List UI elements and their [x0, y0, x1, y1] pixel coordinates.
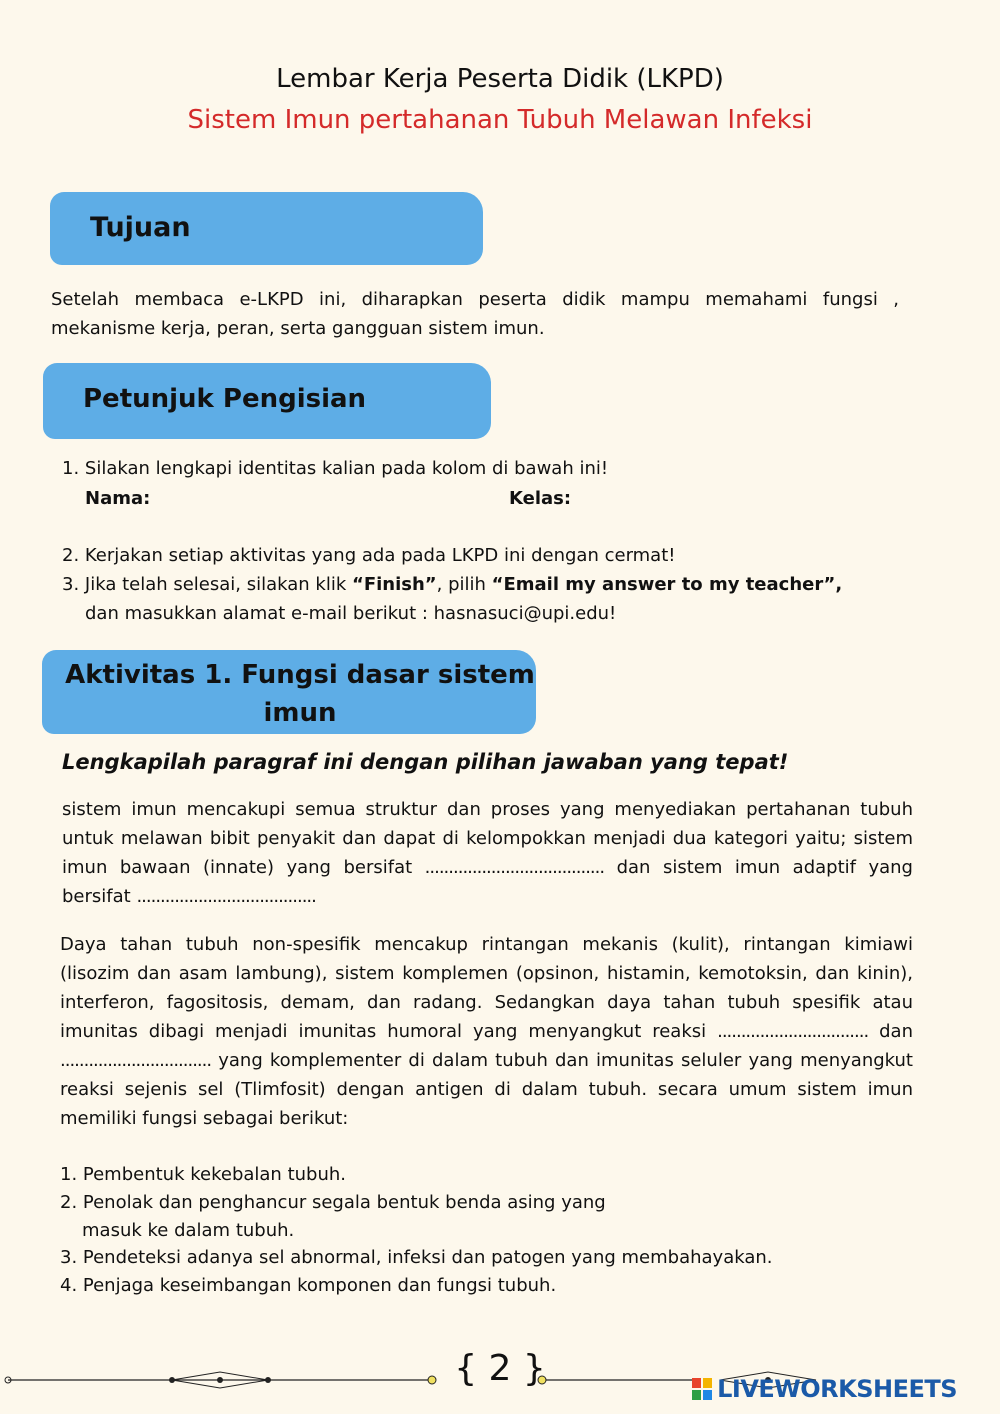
- item3-mid: , pilih: [436, 574, 492, 595]
- instruction-item-3: [62, 571, 842, 600]
- function-list-item-4: 4. Penjaga keseimbangan komponen dan fungsi tubuh.: [60, 1275, 557, 1296]
- instruction-item-2: 2. Kerjakan setiap aktivitas yang ada pada LKPD ini dengan cermat!: [62, 545, 676, 566]
- activity-instruction: Lengkapilah paragraf ini dengan pilihan jawaban yang tepat!: [62, 750, 789, 774]
- blank-humoral-2[interactable]: ................................: [60, 1050, 212, 1071]
- section-badge-tujuan: [50, 192, 483, 265]
- instruction-item-1: 1. Silakan lengkapi identitas kalian pada kolom di bawah ini!: [62, 458, 609, 479]
- blank-adaptive[interactable]: ......................................: [136, 886, 316, 907]
- item3-prefix: 3. Jika telah selesai, silakan klik: [62, 574, 352, 595]
- brand-name: LIVEWORKSHEETS: [717, 1375, 958, 1403]
- paragraph-text: yang komplementer di dalam tubuh dan imunitas seluler yang menyangkut reaksi sejenis sel (Tlimfosit) dengan antigen di dalam tubuh. secara umum sistem imun memiliki fungsi sebagai berikut:: [60, 1050, 913, 1129]
- finish-button-name: “Finish”: [352, 574, 437, 595]
- function-list-item-2-line2: masuk ke dalam tubuh.: [82, 1220, 295, 1241]
- section-heading-line2: imun: [263, 698, 337, 728]
- paragraph-text: dan: [868, 1021, 913, 1042]
- activity-paragraph-2: [60, 930, 913, 1133]
- activity-paragraph-1: [62, 795, 913, 911]
- section-heading: Aktivitas 1. Fungsi dasar sistem: [65, 660, 535, 690]
- liveworksheets-logo: [692, 1375, 992, 1405]
- function-list-item-2: 2. Penolak dan penghancur segala bentuk benda asing yang: [60, 1192, 606, 1213]
- section-badge-petunjuk: [43, 363, 491, 439]
- paragraph-text: dan sistem imun adaptif yang bersifat: [62, 857, 913, 907]
- logo-blocks-icon: [692, 1378, 712, 1400]
- nama-label: Nama:: [85, 488, 151, 509]
- blank-innate[interactable]: ......................................: [424, 857, 605, 878]
- kelas-label: Kelas:: [509, 488, 572, 509]
- section-badge-aktivitas: [42, 650, 536, 734]
- document-subtitle: Sistem Imun pertahanan Tubuh Melawan Infeksi: [187, 105, 813, 135]
- paragraph-text: Daya tahan tubuh non-spesifik mencakup rintangan mekanis (kulit), rintangan kimiawi (lisozim dan asam lambung), sistem komplemen (opsinon, histamin, kemotoksin, dan kinin), interferon, fagositosis, demam, dan radang. Sedangkan daya tahan tubuh spesifik atau imunitas dibagi menjadi imunitas humoral yang menyangkut reaksi: [60, 934, 913, 1042]
- section-heading: Tujuan: [90, 212, 191, 243]
- function-list-item-1: 1. Pembentuk kekebalan tubuh.: [60, 1164, 346, 1185]
- tujuan-text: Setelah membaca e-LKPD ini, diharapkan peserta didik mampu memahami fungsi , mekanisme kerja, peran, serta gangguan sistem imun.: [51, 289, 899, 339]
- page-number: { 2 }: [454, 1348, 546, 1389]
- instruction-item-3-line2: dan masukkan alamat e-mail berikut : hasnasuci@upi.edu!: [85, 603, 617, 624]
- document-title: Lembar Kerja Peserta Didik (LKPD): [276, 64, 724, 94]
- function-list-item-3: 3. Pendeteksi adanya sel abnormal, infeksi dan patogen yang membahayakan.: [60, 1247, 773, 1268]
- paragraph-text: sistem imun mencakupi semua struktur dan proses yang menyediakan pertahanan tubuh untuk melawan bibit penyakit dan dapat di kelompokkan menjadi dua kategori yaitu; sistem imun bawaan (innate) yang bersifat: [62, 799, 913, 878]
- email-option-name: “Email my answer to my teacher”,: [491, 574, 843, 595]
- blank-humoral-1[interactable]: ................................: [717, 1021, 869, 1042]
- section-heading: Petunjuk Pengisian: [83, 384, 367, 414]
